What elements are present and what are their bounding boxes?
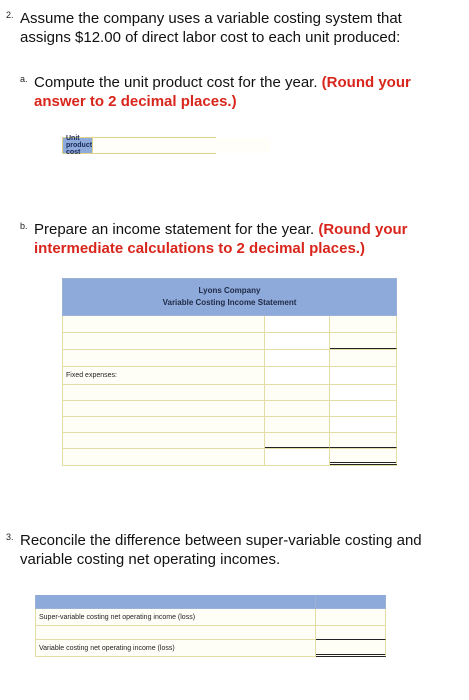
unit-product-cost-row	[62, 137, 216, 154]
total-input[interactable]	[330, 316, 397, 332]
amount-cell	[265, 333, 330, 349]
unit-product-cost-label: Unit product cost	[63, 138, 93, 153]
statement-title: Variable Costing Income Statement	[162, 298, 297, 307]
table-row	[62, 367, 397, 385]
table-row	[62, 449, 397, 466]
amount-input[interactable]	[265, 417, 330, 432]
adjustment-amount-input[interactable]	[316, 626, 386, 640]
amount-input[interactable]	[265, 433, 330, 448]
table-row	[62, 433, 397, 449]
total-cell	[330, 367, 397, 384]
table-row	[35, 640, 386, 657]
header-cell	[35, 595, 316, 609]
amount-cell	[265, 316, 330, 332]
table-row	[62, 417, 397, 433]
question-text: Reconcile the difference between super-variable costing and variable costing net operating incomes.	[20, 532, 422, 568]
table-row	[35, 626, 386, 640]
line-item-input[interactable]	[62, 401, 265, 416]
total-cell	[330, 385, 397, 400]
part-letter: a.	[20, 74, 28, 84]
variable-noi-input[interactable]	[316, 640, 386, 657]
rounding-note: (Round your intermediate calculations to 2 decimal places.)	[34, 221, 408, 257]
reconciliation-table	[35, 595, 386, 657]
part-b-text	[34, 220, 434, 258]
company-name: Lyons Company	[198, 286, 261, 295]
part-a-instruction: Compute the unit product cost for the year.	[34, 74, 322, 91]
amount-cell	[265, 367, 330, 384]
header-cell	[316, 595, 386, 609]
rounding-note: (Round your answer to 2 decimal places.)	[34, 74, 411, 110]
unit-product-cost-input[interactable]	[93, 138, 270, 153]
amount-input[interactable]	[265, 385, 330, 400]
total-cell	[330, 401, 397, 416]
line-item-input[interactable]	[62, 417, 265, 432]
question-2	[6, 9, 446, 47]
line-item-input[interactable]	[62, 449, 265, 465]
question-text: Assume the company uses a variable costing system that assigns $12.00 of direct labor cost to each unit produced:	[20, 10, 402, 46]
question-3	[6, 531, 446, 569]
net-income-input[interactable]	[330, 449, 397, 465]
amount-input[interactable]	[265, 401, 330, 416]
super-variable-noi-input[interactable]	[316, 609, 386, 626]
question-number: 2.	[6, 10, 14, 20]
table-row	[35, 609, 386, 626]
total-input[interactable]	[330, 433, 397, 448]
table-row	[62, 316, 397, 333]
table-row	[62, 350, 397, 367]
variable-noi-label: Variable costing net operating income (loss)	[35, 640, 316, 657]
super-variable-noi-label: Super-variable costing net operating income (loss)	[35, 609, 316, 626]
total-input[interactable]	[330, 350, 397, 366]
line-item-input[interactable]	[62, 433, 265, 448]
table-row	[62, 333, 397, 350]
part-letter: b.	[20, 221, 28, 231]
amount-cell	[265, 449, 330, 465]
income-statement-table	[62, 278, 397, 466]
part-b-instruction: Prepare an income statement for the year.	[34, 221, 319, 238]
part-b	[20, 220, 440, 258]
adjustment-input[interactable]	[35, 626, 316, 640]
table-row	[62, 401, 397, 417]
table-header	[35, 595, 386, 609]
line-item-input[interactable]	[62, 385, 265, 400]
part-a	[20, 73, 440, 111]
fixed-expenses-label: Fixed expenses:	[62, 367, 265, 384]
statement-header	[62, 278, 397, 316]
line-item-input[interactable]	[62, 333, 265, 349]
line-item-input[interactable]	[62, 316, 265, 332]
line-item-input[interactable]	[62, 350, 265, 366]
question-number: 3.	[6, 532, 14, 542]
total-cell	[330, 417, 397, 432]
amount-cell	[265, 350, 330, 366]
table-row	[62, 385, 397, 401]
total-input[interactable]	[330, 333, 397, 349]
part-a-text	[34, 73, 434, 111]
